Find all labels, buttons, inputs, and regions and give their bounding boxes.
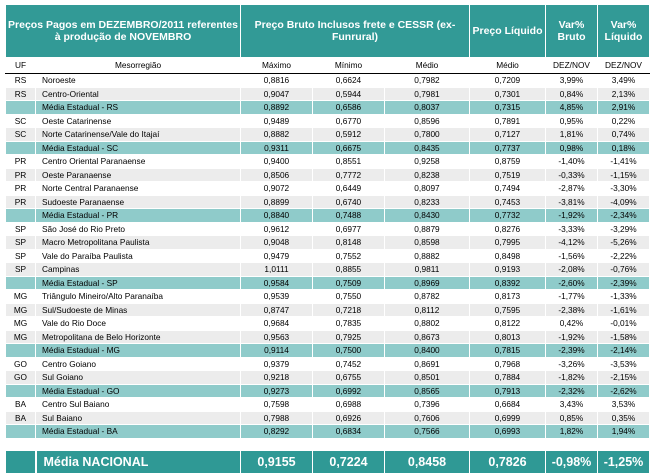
cell-mesoregion: Triângulo Mineiro/Alto Paranaíba: [36, 290, 241, 304]
table-row: [6, 182, 650, 196]
table-row: [6, 371, 650, 385]
cell-min: 0,7835: [313, 317, 385, 331]
cell-mesoregion: Oeste Catarinense: [36, 114, 241, 128]
cell-max: 0,9072: [241, 182, 313, 196]
col-header-max: Máximo: [241, 58, 313, 74]
cell-max: 0,7988: [241, 411, 313, 425]
cell-var-net: -2,22%: [598, 249, 650, 263]
cell-mesoregion: Oeste Paranaense: [36, 168, 241, 182]
table-row: [6, 357, 650, 371]
cell-net-average: 0,7968: [470, 357, 546, 371]
cell-min: 0,6988: [313, 398, 385, 412]
cell-var-net: 3,53%: [598, 398, 650, 412]
table-body: [6, 74, 650, 448]
cell-min: 0,7488: [313, 209, 385, 223]
cell-average: 0,8598: [385, 236, 470, 250]
national-var-gross: -0,98%: [546, 450, 598, 473]
cell-mesoregion: Norte Central Paranaense: [36, 182, 241, 196]
state-average-row: [6, 141, 650, 155]
cell-max: 0,8506: [241, 168, 313, 182]
cell-uf: [6, 276, 36, 290]
table-row: [6, 263, 650, 277]
cell-uf: RS: [6, 74, 36, 88]
col-header-net-average: Médio: [470, 58, 546, 74]
cell-net-average: 0,7995: [470, 236, 546, 250]
cell-uf: SC: [6, 114, 36, 128]
cell-average: 0,7606: [385, 411, 470, 425]
cell-uf: [6, 425, 36, 439]
cell-var-net: -1,41%: [598, 155, 650, 169]
cell-uf: [6, 209, 36, 223]
cell-net-average: 0,6993: [470, 425, 546, 439]
cell-uf: GO: [6, 371, 36, 385]
cell-var-net: -4,09%: [598, 195, 650, 209]
cell-average: 0,8233: [385, 195, 470, 209]
table-row: [6, 411, 650, 425]
table-row: [6, 303, 650, 317]
cell-average: 0,8673: [385, 330, 470, 344]
spacer-cell: [6, 438, 650, 448]
cell-average: 0,8802: [385, 317, 470, 331]
cell-min: 0,7218: [313, 303, 385, 317]
cell-var-gross: -1,56%: [546, 249, 598, 263]
table-row: [6, 74, 650, 88]
cell-var-gross: -1,40%: [546, 155, 598, 169]
cell-average: 0,7396: [385, 398, 470, 412]
cell-uf: PR: [6, 195, 36, 209]
cell-max: 0,9684: [241, 317, 313, 331]
cell-uf: MG: [6, 330, 36, 344]
national-row-spacer: [6, 450, 36, 473]
cell-min: 0,7552: [313, 249, 385, 263]
cell-min: 0,5944: [313, 87, 385, 101]
cell-mesoregion: Média Estadual - MG: [36, 344, 241, 358]
cell-average: 0,8691: [385, 357, 470, 371]
prices-table: [5, 4, 650, 448]
cell-mesoregion: Média Estadual - SP: [36, 276, 241, 290]
cell-max: 0,9584: [241, 276, 313, 290]
header-var-net-block: Var% Líquido: [598, 5, 650, 58]
cell-average: 0,9811: [385, 263, 470, 277]
cell-min: 0,5912: [313, 128, 385, 142]
cell-average: 0,8565: [385, 384, 470, 398]
cell-max: 0,9489: [241, 114, 313, 128]
cell-max: 0,8892: [241, 101, 313, 115]
state-average-row: [6, 425, 650, 439]
cell-uf: SP: [6, 249, 36, 263]
cell-var-net: -1,61%: [598, 303, 650, 317]
cell-net-average: 0,8392: [470, 276, 546, 290]
cell-var-gross: -1,82%: [546, 371, 598, 385]
col-header-uf: UF: [6, 58, 36, 74]
cell-mesoregion: Macro Metropolitana Paulista: [36, 236, 241, 250]
cell-min: 0,7500: [313, 344, 385, 358]
cell-uf: MG: [6, 317, 36, 331]
national-net: 0,7826: [470, 450, 546, 473]
col-header-var-gross: DEZ/NOV: [546, 58, 598, 74]
col-header-var-net: DEZ/NOV: [598, 58, 650, 74]
cell-var-net: -1,58%: [598, 330, 650, 344]
cell-var-net: -2,62%: [598, 384, 650, 398]
header-gross-block: Preço Bruto Inclusos frete e CESSR (ex-Funrural): [241, 5, 470, 58]
table-row: [6, 195, 650, 209]
cell-max: 0,8899: [241, 195, 313, 209]
cell-net-average: 0,7913: [470, 384, 546, 398]
cell-uf: [6, 101, 36, 115]
cell-net-average: 0,8759: [470, 155, 546, 169]
cell-min: 0,6675: [313, 141, 385, 155]
cell-max: 0,9311: [241, 141, 313, 155]
cell-net-average: 0,7494: [470, 182, 546, 196]
cell-net-average: 0,7732: [470, 209, 546, 223]
cell-max: 0,8840: [241, 209, 313, 223]
cell-var-net: 2,13%: [598, 87, 650, 101]
national-min: 0,7224: [313, 450, 385, 473]
table-row: [6, 398, 650, 412]
cell-min: 0,7509: [313, 276, 385, 290]
cell-net-average: 0,7884: [470, 371, 546, 385]
cell-var-gross: 3,99%: [546, 74, 598, 88]
table-row: [6, 155, 650, 169]
cell-max: 0,9612: [241, 222, 313, 236]
national-med: 0,8458: [385, 450, 470, 473]
cell-var-gross: -3,81%: [546, 195, 598, 209]
cell-average: 0,7982: [385, 74, 470, 88]
cell-min: 0,7925: [313, 330, 385, 344]
cell-var-net: 0,35%: [598, 411, 650, 425]
cell-min: 0,6449: [313, 182, 385, 196]
cell-var-net: -3,29%: [598, 222, 650, 236]
cell-uf: MG: [6, 290, 36, 304]
cell-var-net: -2,14%: [598, 344, 650, 358]
table-row: [6, 114, 650, 128]
cell-var-gross: 0,95%: [546, 114, 598, 128]
cell-mesoregion: Campinas: [36, 263, 241, 277]
cell-var-net: 1,94%: [598, 425, 650, 439]
cell-min: 0,7550: [313, 290, 385, 304]
cell-mesoregion: Média Estadual - GO: [36, 384, 241, 398]
table-row: [6, 236, 650, 250]
cell-mesoregion: Vale do Rio Doce: [36, 317, 241, 331]
state-average-row: [6, 276, 650, 290]
cell-average: 0,8782: [385, 290, 470, 304]
national-max: 0,9155: [241, 450, 313, 473]
cell-var-net: -1,33%: [598, 290, 650, 304]
cell-var-net: -1,15%: [598, 168, 650, 182]
table-row: [6, 168, 650, 182]
cell-max: 0,8882: [241, 128, 313, 142]
cell-var-net: -0,76%: [598, 263, 650, 277]
table-row: [6, 290, 650, 304]
cell-var-gross: -2,87%: [546, 182, 598, 196]
cell-mesoregion: Sul/Sudoeste de Minas: [36, 303, 241, 317]
cell-mesoregion: Média Estadual - PR: [36, 209, 241, 223]
cell-var-net: 0,22%: [598, 114, 650, 128]
cell-var-net: -0,01%: [598, 317, 650, 331]
table-row: [6, 330, 650, 344]
table-spacer-row: [6, 438, 650, 448]
cell-var-net: -5,26%: [598, 236, 650, 250]
cell-max: 0,9048: [241, 236, 313, 250]
cell-min: 0,8148: [313, 236, 385, 250]
national-var-net: -1,25%: [598, 450, 650, 473]
cell-uf: SP: [6, 263, 36, 277]
cell-var-gross: -2,60%: [546, 276, 598, 290]
cell-average: 0,8435: [385, 141, 470, 155]
cell-var-gross: 4,85%: [546, 101, 598, 115]
cell-max: 0,9539: [241, 290, 313, 304]
cell-average: 0,8879: [385, 222, 470, 236]
national-average-table: [5, 450, 650, 474]
cell-average: 0,8969: [385, 276, 470, 290]
table-header: [6, 5, 650, 74]
cell-net-average: 0,7301: [470, 87, 546, 101]
cell-net-average: 0,7127: [470, 128, 546, 142]
cell-var-gross: -2,08%: [546, 263, 598, 277]
cell-net-average: 0,7737: [470, 141, 546, 155]
cell-var-gross: -1,92%: [546, 330, 598, 344]
cell-max: 0,8816: [241, 74, 313, 88]
cell-var-net: 3,49%: [598, 74, 650, 88]
cell-max: 0,9114: [241, 344, 313, 358]
cell-min: 0,8551: [313, 155, 385, 169]
cell-uf: [6, 384, 36, 398]
cell-uf: PR: [6, 182, 36, 196]
cell-var-gross: -2,39%: [546, 344, 598, 358]
cell-average: 0,8430: [385, 209, 470, 223]
cell-min: 0,7452: [313, 357, 385, 371]
cell-var-net: 0,74%: [598, 128, 650, 142]
cell-var-net: -3,53%: [598, 357, 650, 371]
header-net-block: Preço Líquido: [470, 5, 546, 58]
cell-var-gross: 3,43%: [546, 398, 598, 412]
cell-var-gross: -2,38%: [546, 303, 598, 317]
cell-net-average: 0,7891: [470, 114, 546, 128]
state-average-row: [6, 384, 650, 398]
cell-max: 0,9047: [241, 87, 313, 101]
cell-var-gross: -1,77%: [546, 290, 598, 304]
cell-mesoregion: São José do Rio Preto: [36, 222, 241, 236]
cell-mesoregion: Centro-Oriental: [36, 87, 241, 101]
cell-average: 0,8037: [385, 101, 470, 115]
cell-mesoregion: Centro Oriental Paranaense: [36, 155, 241, 169]
cell-net-average: 0,8276: [470, 222, 546, 236]
cell-var-net: -2,39%: [598, 276, 650, 290]
cell-net-average: 0,7209: [470, 74, 546, 88]
cell-var-gross: -3,33%: [546, 222, 598, 236]
cell-var-gross: 0,42%: [546, 317, 598, 331]
table-row: [6, 128, 650, 142]
cell-var-net: 0,18%: [598, 141, 650, 155]
cell-uf: BA: [6, 398, 36, 412]
cell-max: 0,9563: [241, 330, 313, 344]
cell-mesoregion: Noroeste: [36, 74, 241, 88]
cell-average: 0,7981: [385, 87, 470, 101]
cell-mesoregion: Média Estadual - BA: [36, 425, 241, 439]
cell-min: 0,6755: [313, 371, 385, 385]
cell-average: 0,7800: [385, 128, 470, 142]
cell-uf: SP: [6, 236, 36, 250]
cell-max: 1,0111: [241, 263, 313, 277]
cell-average: 0,7566: [385, 425, 470, 439]
cell-mesoregion: Vale do Paraíba Paulista: [36, 249, 241, 263]
cell-min: 0,6740: [313, 195, 385, 209]
cell-net-average: 0,9193: [470, 263, 546, 277]
cell-average: 0,9258: [385, 155, 470, 169]
cell-uf: PR: [6, 168, 36, 182]
cell-var-gross: 0,85%: [546, 411, 598, 425]
col-header-mesoregion: Mesorregião: [36, 58, 241, 74]
cell-uf: BA: [6, 411, 36, 425]
cell-uf: SP: [6, 222, 36, 236]
cell-min: 0,8855: [313, 263, 385, 277]
cell-mesoregion: Média Estadual - SC: [36, 141, 241, 155]
cell-average: 0,8882: [385, 249, 470, 263]
cell-net-average: 0,6999: [470, 411, 546, 425]
cell-var-gross: -0,33%: [546, 168, 598, 182]
cell-average: 0,8097: [385, 182, 470, 196]
cell-net-average: 0,8498: [470, 249, 546, 263]
state-average-row: [6, 344, 650, 358]
cell-net-average: 0,8013: [470, 330, 546, 344]
cell-average: 0,8112: [385, 303, 470, 317]
cell-net-average: 0,7453: [470, 195, 546, 209]
cell-var-gross: 1,82%: [546, 425, 598, 439]
cell-net-average: 0,8173: [470, 290, 546, 304]
cell-mesoregion: Norte Catarinense/Vale do Itajaí: [36, 128, 241, 142]
cell-min: 0,6977: [313, 222, 385, 236]
cell-average: 0,8238: [385, 168, 470, 182]
cell-mesoregion: Centro Goiano: [36, 357, 241, 371]
cell-mesoregion: Média Estadual - RS: [36, 101, 241, 115]
table-row: [6, 87, 650, 101]
cell-uf: RS: [6, 87, 36, 101]
cell-var-gross: -4,12%: [546, 236, 598, 250]
cell-var-gross: -2,32%: [546, 384, 598, 398]
table-row: [6, 317, 650, 331]
cell-var-gross: 1,81%: [546, 128, 598, 142]
header-var-gross-block: Var% Bruto: [546, 5, 598, 58]
cell-net-average: 0,8122: [470, 317, 546, 331]
col-header-average: Médio: [385, 58, 470, 74]
state-average-row: [6, 101, 650, 115]
cell-max: 0,9479: [241, 249, 313, 263]
cell-net-average: 0,7315: [470, 101, 546, 115]
cell-min: 0,6624: [313, 74, 385, 88]
cell-max: 0,9400: [241, 155, 313, 169]
table-row: [6, 222, 650, 236]
cell-uf: [6, 344, 36, 358]
cell-net-average: 0,7815: [470, 344, 546, 358]
national-average-row: [6, 450, 650, 473]
cell-max: 0,8292: [241, 425, 313, 439]
national-average-label: Média NACIONAL: [36, 450, 241, 473]
col-header-min: Mínimo: [313, 58, 385, 74]
cell-min: 0,6926: [313, 411, 385, 425]
cell-var-net: -2,15%: [598, 371, 650, 385]
cell-min: 0,6586: [313, 101, 385, 115]
cell-uf: MG: [6, 303, 36, 317]
cell-max: 0,9379: [241, 357, 313, 371]
cell-max: 0,9218: [241, 371, 313, 385]
cell-min: 0,7772: [313, 168, 385, 182]
table-row: [6, 249, 650, 263]
cell-min: 0,6770: [313, 114, 385, 128]
cell-average: 0,8501: [385, 371, 470, 385]
cell-mesoregion: Centro Sul Baiano: [36, 398, 241, 412]
cell-average: 0,8596: [385, 114, 470, 128]
cell-min: 0,6834: [313, 425, 385, 439]
cell-mesoregion: Sudoeste Paranaense: [36, 195, 241, 209]
cell-uf: PR: [6, 155, 36, 169]
header-band-row: [6, 5, 650, 58]
cell-uf: [6, 141, 36, 155]
cell-mesoregion: Metropolitana de Belo Horizonte: [36, 330, 241, 344]
state-average-row: [6, 209, 650, 223]
cell-uf: SC: [6, 128, 36, 142]
cell-max: 0,8747: [241, 303, 313, 317]
cell-var-gross: -3,26%: [546, 357, 598, 371]
cell-uf: GO: [6, 357, 36, 371]
cell-var-gross: 0,98%: [546, 141, 598, 155]
cell-mesoregion: Sul Baiano: [36, 411, 241, 425]
cell-max: 0,9273: [241, 384, 313, 398]
header-title-block: Preços Pagos em DEZEMBRO/2011 referentes à produção de NOVEMBRO: [6, 5, 241, 58]
cell-net-average: 0,7595: [470, 303, 546, 317]
cell-mesoregion: Sul Goiano: [36, 371, 241, 385]
cell-var-net: -2,34%: [598, 209, 650, 223]
cell-net-average: 0,6684: [470, 398, 546, 412]
header-subrow: [6, 58, 650, 74]
cell-var-net: 2,91%: [598, 101, 650, 115]
cell-var-gross: -1,92%: [546, 209, 598, 223]
cell-net-average: 0,7519: [470, 168, 546, 182]
cell-average: 0,8400: [385, 344, 470, 358]
cell-max: 0,7598: [241, 398, 313, 412]
cell-min: 0,6992: [313, 384, 385, 398]
cell-var-net: -3,30%: [598, 182, 650, 196]
cell-var-gross: 0,84%: [546, 87, 598, 101]
